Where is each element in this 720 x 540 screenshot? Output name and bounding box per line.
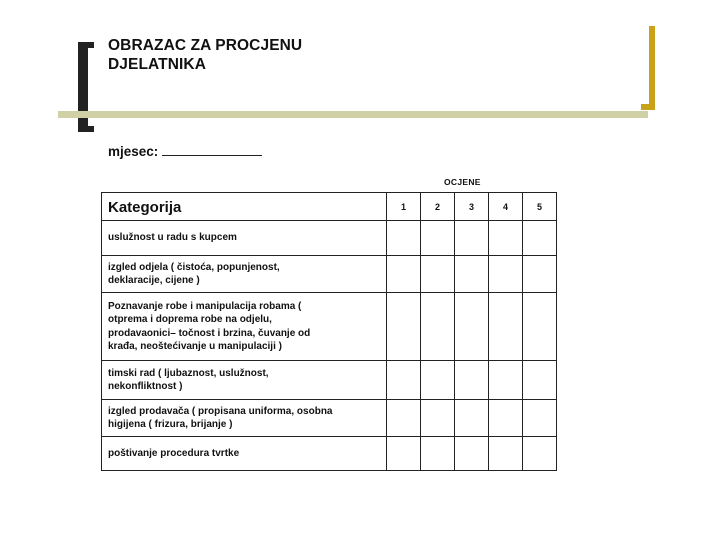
score-cell[interactable]	[489, 293, 523, 361]
score-header: 2	[421, 193, 455, 221]
category-text: otprema i doprema robe na odjelu,	[108, 314, 272, 325]
score-cell[interactable]	[387, 221, 421, 256]
score-cell[interactable]	[387, 293, 421, 361]
category-text: timski rad ( ljubaznost, uslužnost,	[108, 367, 269, 379]
category-text: prodavaonici– točnost i brzina, čuvanje od	[108, 327, 311, 339]
left-bracket-bottom	[78, 126, 94, 132]
score-header: 3	[455, 193, 489, 221]
month-label: mjesec:	[108, 144, 159, 159]
score-cell[interactable]	[455, 400, 489, 437]
left-bracket	[78, 42, 88, 132]
category-text: deklaracije, cijene )	[108, 275, 200, 286]
score-cell[interactable]	[489, 400, 523, 437]
score-header: 1	[387, 193, 421, 221]
table-row	[102, 256, 557, 293]
category-cell	[102, 437, 387, 471]
score-cell[interactable]	[455, 293, 489, 361]
category-cell	[102, 361, 387, 400]
score-cell[interactable]	[523, 361, 557, 400]
category-text: higijena ( frizura, brijanje )	[108, 419, 233, 430]
month-blank-line[interactable]	[162, 145, 262, 156]
score-cell[interactable]	[387, 256, 421, 293]
right-bracket-bottom	[641, 104, 655, 110]
score-cell[interactable]	[455, 437, 489, 471]
category-text: uslužnost u radu s kupcem	[108, 232, 237, 244]
table-row	[102, 400, 557, 437]
score-cell[interactable]	[489, 256, 523, 293]
score-cell[interactable]	[455, 256, 489, 293]
score-cell[interactable]	[387, 400, 421, 437]
category-cell	[102, 221, 387, 256]
score-cell[interactable]	[489, 361, 523, 400]
score-cell[interactable]	[523, 437, 557, 471]
category-cell	[102, 400, 387, 437]
evaluation-table	[101, 192, 557, 471]
score-cell[interactable]	[523, 293, 557, 361]
score-header: 4	[489, 193, 523, 221]
score-cell[interactable]	[421, 293, 455, 361]
title-line-2: DJELATNIKA	[108, 56, 207, 73]
table-row	[102, 361, 557, 400]
score-cell[interactable]	[421, 221, 455, 256]
category-text: izgled odjela ( čistoća, popunjenost,	[108, 261, 280, 273]
category-cell	[102, 293, 387, 361]
score-header: 5	[523, 193, 557, 221]
score-cell[interactable]	[421, 437, 455, 471]
ratings-header: OCJENE	[444, 177, 481, 187]
right-bracket	[649, 26, 655, 110]
table-row	[102, 293, 557, 361]
score-cell[interactable]	[387, 437, 421, 471]
category-text: poštivanje procedura tvrtke	[108, 447, 240, 459]
score-cell[interactable]	[387, 361, 421, 400]
category-text: izgled prodavača ( propisana uniforma, osobna	[108, 405, 333, 417]
table-row	[102, 437, 557, 471]
table-header-row	[102, 193, 557, 221]
score-cell[interactable]	[523, 400, 557, 437]
page-title	[108, 36, 302, 74]
accent-line	[58, 111, 648, 118]
score-cell[interactable]	[523, 256, 557, 293]
score-cell[interactable]	[421, 256, 455, 293]
score-cell[interactable]	[489, 221, 523, 256]
left-bracket-top	[78, 42, 94, 48]
title-line-1: OBRAZAC ZA PROCJENU	[108, 37, 303, 54]
score-cell[interactable]	[455, 361, 489, 400]
score-cell[interactable]	[421, 400, 455, 437]
category-header: Kategorija	[102, 193, 387, 221]
score-cell[interactable]	[455, 221, 489, 256]
table-row	[102, 221, 557, 256]
score-cell[interactable]	[489, 437, 523, 471]
month-field	[108, 144, 262, 159]
score-cell[interactable]	[421, 361, 455, 400]
score-cell[interactable]	[523, 221, 557, 256]
category-text: Poznavanje robe i manipulacija robama (	[108, 300, 302, 312]
category-cell	[102, 256, 387, 293]
category-text: krađa, neoštećivanje u manipulaciji )	[108, 341, 282, 352]
category-text: nekonfliktnost )	[108, 381, 183, 392]
